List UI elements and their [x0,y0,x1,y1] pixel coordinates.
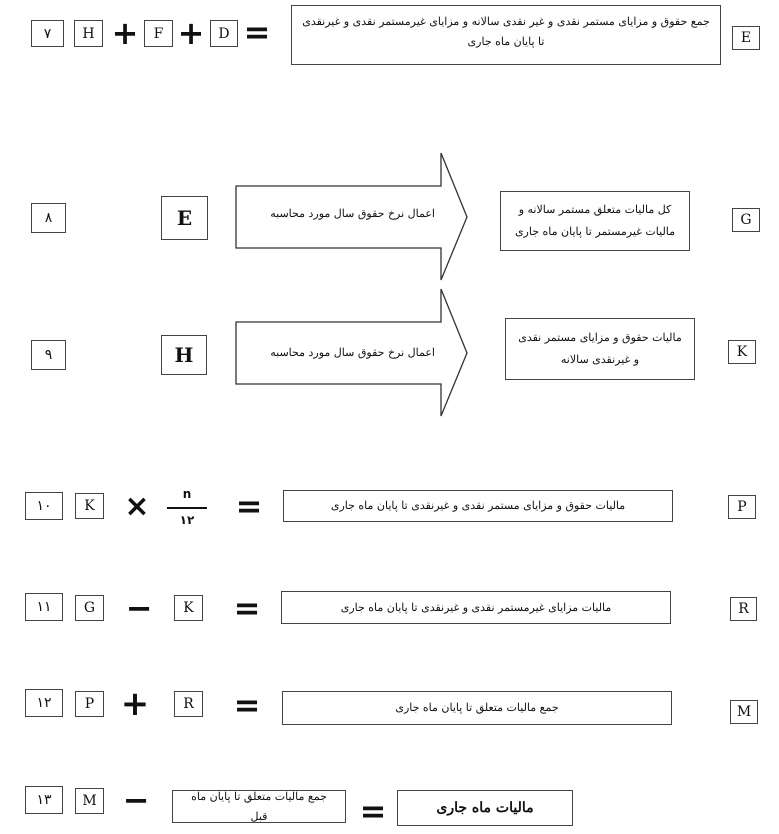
variable-f-box: F [144,20,173,47]
description-box-p: مالیات حقوق و مزایای مستمر نقدی و غیرنقدی تا پایان ماه جاری [283,490,673,522]
equals-operator: = [235,487,263,525]
step-number-7: ۷ [31,20,64,47]
arrow-label: اعمال نرخ حقوق سال مورد محاسبه [270,207,435,220]
minus-operator: − [122,781,150,819]
previous-month-tax-box: جمع مالیات متعلق تا پایان ماه قبل [172,790,346,823]
multiply-operator: × [124,489,150,524]
description-box-r: مالیات مزایای غیرمستمر نقدی و غیرنقدی تا پایان ماه جاری [281,591,671,624]
equals-operator: = [243,13,271,51]
result-g-box: G [732,208,760,232]
result-m-box: M [730,700,758,724]
plus-operator: + [111,14,139,52]
variable-g-box: G [75,595,104,621]
variable-h-box: H [74,20,103,47]
input-h-box: H [161,335,207,375]
result-p-box: P [728,495,756,519]
step-number-10: ۱۰ [25,492,63,520]
step-number-9: ۹ [31,340,66,370]
fraction-n-over-12 [167,487,207,527]
step-number-12: ۱۲ [25,689,63,717]
input-e-box: E [161,196,208,240]
current-month-tax-box: مالیات ماه جاری [397,790,573,826]
minus-operator: − [125,589,153,627]
description-box-g: کل مالیات متعلق مستمر سالانه و مالیات غیرمستمر تا پایان ماه جاری [500,191,690,251]
variable-k-box: K [174,595,203,621]
variable-m-box: M [75,788,104,814]
result-e-box: E [732,26,760,50]
variable-p-box: P [75,691,104,717]
description-box-m: جمع مالیات متعلق تا پایان ماه جاری [282,691,672,725]
step-number-8: ۸ [31,203,66,233]
arrow-label: اعمال نرخ حقوق سال مورد محاسبه [270,346,435,359]
result-r-box: R [730,597,757,621]
variable-d-box: D [210,20,238,47]
equals-operator: = [233,686,261,724]
plus-operator: + [177,14,205,52]
description-box-e: جمع حقوق و مزایای مستمر نقدی و غیر نقدی سالانه و مزایای غیرمستمر نقدی و غیرنقدی تا پایان ماه جاری [291,5,721,65]
step-number-11: ۱۱ [25,593,63,621]
variable-k-box: K [75,493,104,519]
fraction-denominator: ۱۲ [179,512,195,527]
equals-operator: = [359,792,387,830]
fraction-bar [167,507,207,509]
result-k-box: K [728,340,756,364]
equals-operator: = [233,589,261,627]
fraction-numerator: n [182,487,192,501]
description-box-k: مالیات حقوق و مزایای مستمر نقدی و غیرنقدی سالانه [505,318,695,380]
step-number-13: ۱۳ [25,786,63,814]
plus-operator: + [120,684,150,724]
variable-r-box: R [174,691,203,717]
